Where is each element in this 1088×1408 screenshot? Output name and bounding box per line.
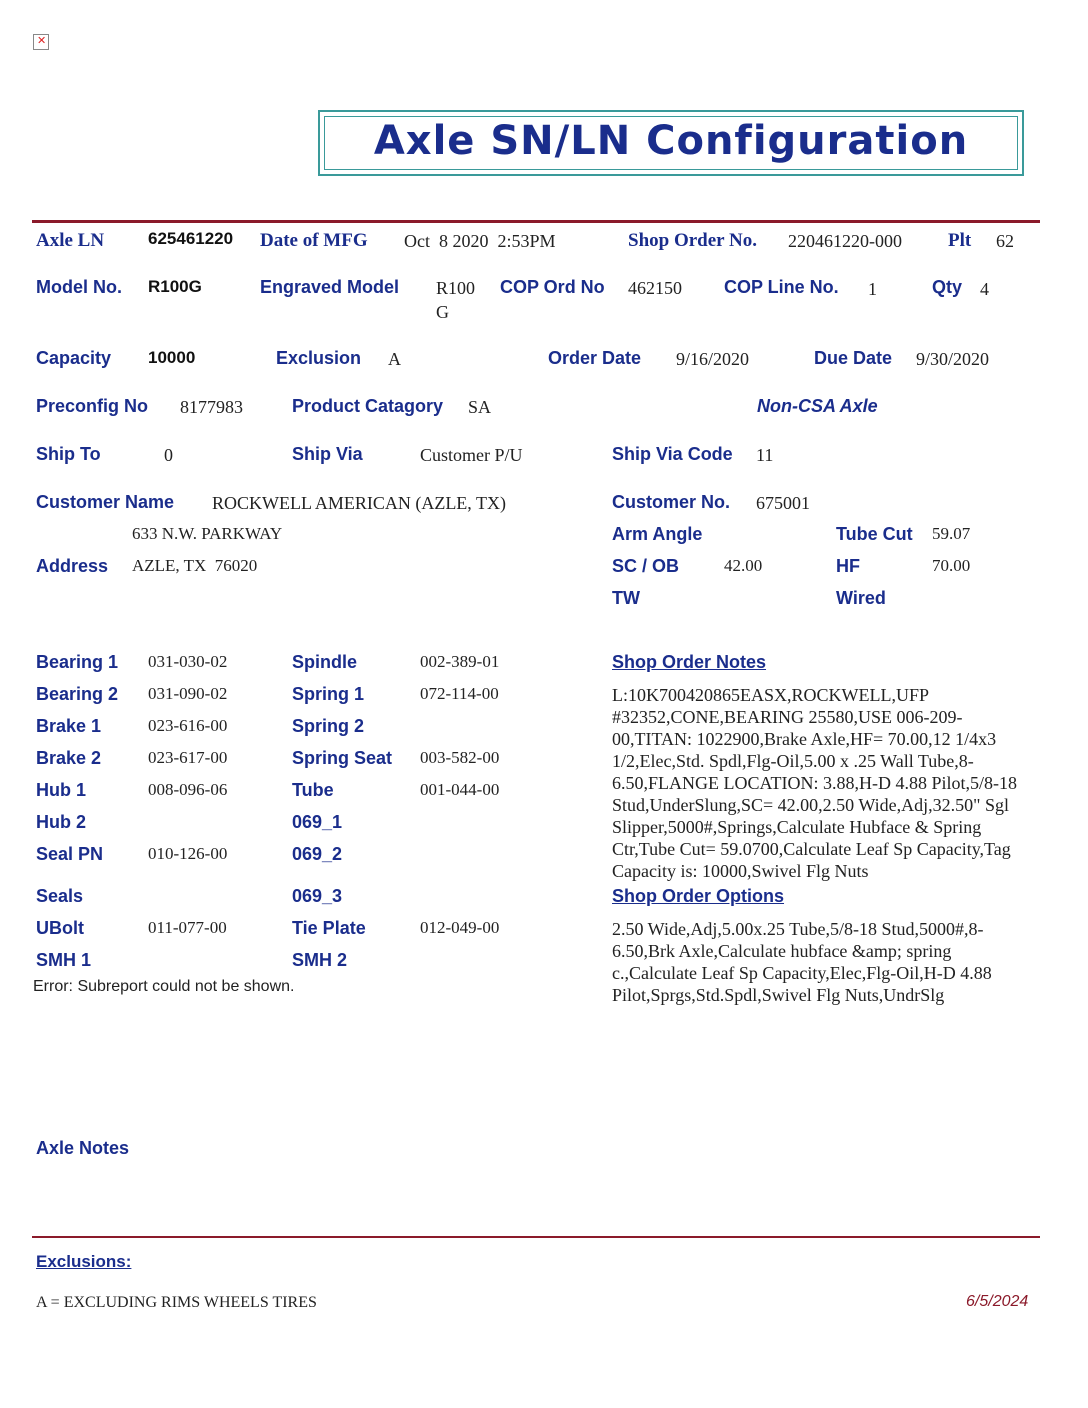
part-value: 072-114-00	[420, 684, 499, 703]
title-box	[318, 110, 1024, 176]
plt-value: 62	[996, 231, 1014, 251]
shop-order-options-text: 2.50 Wide,Adj,5.00x.25 Tube,5/8-18 Stud,5000#,8-6.50,Brk Axle,Calculate hubface &amp; spring c.,Calculate Leaf Sp Capacity,Elec,Flg-Oil,H-D 4.88 Pilot,Sprgs,Std.Spdl,Swivel Flg Nuts,UndrSlg	[612, 919, 992, 1005]
axle-ln-label: Axle LN	[36, 230, 105, 251]
exclusion-label: Exclusion	[276, 348, 362, 368]
part-label: 069_3	[292, 886, 343, 906]
broken-image-icon: ✕	[33, 34, 49, 50]
part-label: Tube	[292, 780, 334, 800]
ship-via-code-value: 11	[756, 445, 774, 465]
part-label: Seal PN	[36, 844, 104, 864]
axle-notes-label: Axle Notes	[36, 1138, 130, 1158]
arm-angle-label: Arm Angle	[612, 524, 703, 544]
part-label: Brake 2	[36, 748, 102, 768]
model-value: R100G	[148, 277, 202, 296]
part-label: Spindle	[292, 652, 358, 672]
shop-order-value: 220461220-000	[788, 231, 902, 251]
tube-cut-label: Tube Cut	[836, 524, 913, 544]
exclusions-label: Exclusions:	[36, 1252, 132, 1271]
cop-line-label: COP Line No.	[724, 277, 839, 297]
part-label: UBolt	[36, 918, 84, 938]
part-label: Brake 1	[36, 716, 102, 736]
csa-status: Non-CSA Axle	[757, 396, 878, 416]
tube-cut-value: 59.07	[932, 524, 971, 543]
part-value: 023-616-00	[148, 716, 228, 735]
part-label: Spring Seat	[292, 748, 393, 768]
engraved-model-value-line2: G	[436, 302, 449, 322]
capacity-label: Capacity	[36, 348, 112, 368]
order-date-label: Order Date	[548, 348, 642, 368]
capacity-value: 10000	[148, 348, 196, 367]
part-value: 002-389-01	[420, 652, 500, 671]
engraved-model-label: Engraved Model	[260, 277, 400, 297]
part-label: SMH 1	[36, 950, 92, 970]
shop-order-notes-text: L:10K700420865EASX,ROCKWELL,UFP #32352,CONE,BEARING 25580,USE 006-209-00,TITAN: 1022900,Brake Axle,HF= 70.00,12 1/4x3 1/2,Elec,Std. Spdl,Flg-Oil,5.00 x .25 Wall Tube,8-6.50,FLANGE LOCATION: 3.88,H-D 4.88 Pilot,5/8-18 Stud,UnderSlung,SC= 42.00,2.50 Wide,Adj,32.50" Sgl Slipper,5000#,Springs,Calculate Hubface & Spring Ctr,Tube Cut= 59.0700,Calculate Leaf Sp Capacity,Tag Capacity is: 10000,Swivel Flg Nuts	[612, 685, 1017, 881]
date-mfg-label: Date of MFG	[260, 230, 368, 251]
shop-order-label: Shop Order No.	[628, 230, 757, 251]
part-label: Bearing 1	[36, 652, 119, 672]
page-title: Axle SN/LN Configuration	[373, 118, 969, 164]
hf-value: 70.00	[932, 556, 971, 575]
axle-ln-value: 625461220	[148, 229, 234, 248]
exclusion-value: A	[388, 349, 401, 369]
ship-to-label: Ship To	[36, 444, 101, 464]
order-date-value: 9/16/2020	[676, 349, 750, 369]
part-label: SMH 2	[292, 950, 348, 970]
part-value: 010-126-00	[148, 844, 228, 863]
customer-number-label: Customer No.	[612, 492, 731, 512]
customer-number-value: 675001	[756, 493, 810, 513]
cop-ord-value: 462150	[628, 278, 682, 298]
subreport-error: Error: Subreport could not be shown.	[33, 978, 295, 995]
shop-order-notes-label: Shop Order Notes	[612, 652, 767, 672]
product-category-label: Product Catagory	[292, 396, 444, 416]
ship-via-code-label: Ship Via Code	[612, 444, 733, 464]
customer-name-value: ROCKWELL AMERICAN (AZLE, TX)	[212, 493, 506, 513]
part-value: 012-049-00	[420, 918, 500, 937]
qty-value: 4	[980, 279, 989, 299]
ship-to-value: 0	[164, 445, 173, 465]
qty-label: Qty	[932, 277, 963, 297]
due-date-label: Due Date	[814, 348, 893, 368]
engraved-model-value-line1: R100	[436, 278, 476, 298]
bottom-rule	[32, 1236, 1040, 1238]
wired-label: Wired	[836, 588, 886, 608]
plt-label: Plt	[948, 230, 972, 251]
preconfig-value: 8177983	[180, 397, 243, 417]
part-label: Spring 2	[292, 716, 365, 736]
part-value: 001-044-00	[420, 780, 500, 799]
part-label: Seals	[36, 886, 84, 906]
product-category-value: SA	[468, 397, 492, 417]
sc-ob-value: 42.00	[724, 556, 763, 575]
part-value: 008-096-06	[148, 780, 228, 799]
customer-name-label: Customer Name	[36, 492, 175, 512]
part-label: Hub 1	[36, 780, 87, 800]
part-label: Hub 2	[36, 812, 87, 832]
tw-label: TW	[612, 588, 640, 608]
part-value: 031-030-02	[148, 652, 228, 671]
address-line1: 633 N.W. PARKWAY	[132, 524, 283, 543]
part-value: 023-617-00	[148, 748, 228, 767]
ship-via-value: Customer P/U	[420, 445, 523, 465]
sc-ob-label: SC / OB	[612, 556, 680, 576]
part-label: Tie Plate	[292, 918, 366, 938]
exclusions-text: A = EXCLUDING RIMS WHEELS TIRES	[36, 1294, 317, 1311]
cop-line-value: 1	[868, 279, 877, 299]
part-value: 003-582-00	[420, 748, 500, 767]
hf-label: HF	[836, 556, 860, 576]
cop-ord-label: COP Ord No	[500, 277, 605, 297]
part-label: Spring 1	[292, 684, 365, 704]
due-date-value: 9/30/2020	[916, 349, 990, 369]
address-label: Address	[36, 556, 109, 576]
part-value: 011-077-00	[148, 918, 227, 937]
ship-via-label: Ship Via	[292, 444, 363, 464]
shop-order-options-label: Shop Order Options	[612, 886, 785, 906]
preconfig-label: Preconfig No	[36, 396, 149, 416]
address-line2: AZLE, TX 76020	[132, 556, 258, 575]
part-label: 069_1	[292, 812, 343, 832]
part-value: 031-090-02	[148, 684, 228, 703]
part-label: Bearing 2	[36, 684, 119, 704]
top-rule	[32, 220, 1040, 223]
date-mfg-value: Oct 8 2020 2:53PM	[404, 231, 556, 251]
part-label: 069_2	[292, 844, 343, 864]
model-label: Model No.	[36, 277, 122, 297]
print-date: 6/5/2024	[966, 1293, 1029, 1310]
